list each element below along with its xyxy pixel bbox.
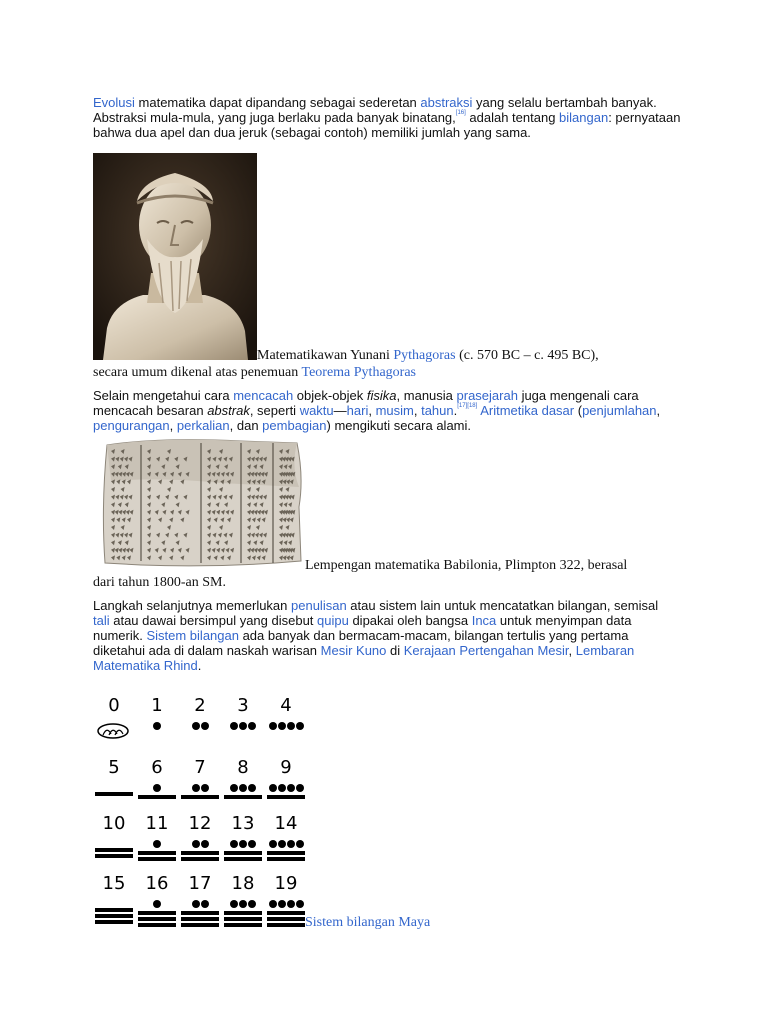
text: . [197,658,202,673]
maya-numeral-0 [93,695,135,747]
maya-numeral-19 [265,873,307,925]
link-mesir-kuno[interactable]: Mesir Kuno [320,643,387,658]
text: , [568,643,576,658]
maya-numeral-17 [179,873,221,925]
maya-dots [222,900,264,908]
maya-bar [267,911,305,915]
maya-bar [95,920,133,924]
maya-dot [296,784,304,792]
maya-numeral-14 [265,813,307,865]
maya-bar [267,923,305,927]
maya-bar [95,914,133,918]
maya-numeral-18 [222,873,264,925]
maya-dots [265,722,307,730]
caption-pythagoras-line2 [93,365,416,381]
text: matematika dapat dipandang sebagai sederetan [134,95,421,110]
link-kerajaan-pertengahan-mesir[interactable]: Kerajaan Pertengahan Mesir [403,643,569,658]
maya-dots [179,784,221,792]
plimpton-322-tablet-image [101,437,304,568]
maya-dot [239,840,247,848]
reference-16[interactable]: [16] [455,110,466,116]
text: ada banyak dan bermacam-macam, bilangan tertulis yang pertama diketahui ada di dalam naskah warisan [93,628,629,658]
pythagoras-bust-image [93,153,257,360]
maya-bar [224,851,262,855]
maya-dot [248,722,256,730]
maya-bar [267,917,305,921]
link-waktu[interactable]: waktu [299,403,334,418]
maya-dot [201,784,209,792]
caption-plimpton-line1: Lempengan matematika Babilonia, Plimpton 322, berasal [305,558,628,573]
maya-dot [239,900,247,908]
maya-dots [222,840,264,848]
maya-dot [201,900,209,908]
maya-dot [153,722,161,730]
maya-numeral-label: 0 [108,695,120,716]
maya-dots [136,722,178,730]
text: , seperti [249,403,300,418]
maya-numeral-label: 1 [151,695,163,716]
maya-bar [95,792,133,796]
maya-dot [269,784,277,792]
text: Langkah selanjutnya memerlukan [93,598,292,613]
maya-numeral-1 [136,695,178,747]
text: atau sistem lain untuk mencatatkan bilangan, semisal [346,598,659,613]
maya-bar [267,795,305,799]
link-pengurangan[interactable]: pengurangan [93,418,170,433]
maya-bar [181,857,219,861]
maya-bar [224,911,262,915]
maya-dot [287,722,295,730]
text: , [169,418,177,433]
maya-dots [179,722,221,730]
text: — [333,403,347,418]
maya-numeral-label: 16 [145,873,169,894]
link-hari[interactable]: hari [346,403,369,418]
maya-bar [138,917,176,921]
link-mencacah[interactable]: mencacah [233,388,294,403]
maya-dot [287,784,295,792]
maya-dot [239,784,247,792]
link-perkalian[interactable]: perkalian [176,418,230,433]
text: , dan [229,418,263,433]
maya-bar [224,923,262,927]
link-inca[interactable]: Inca [471,613,497,628]
maya-dot [192,840,200,848]
text: secara umum dikenal atas penemuan [93,365,302,380]
maya-bar [224,795,262,799]
maya-dots [179,840,221,848]
maya-numeral-5 [93,757,135,809]
text: (c. 570 BC – c. 495 BC), [455,348,599,363]
maya-bar [138,911,176,915]
maya-numeral-label: 5 [108,757,120,778]
maya-dots [136,840,178,848]
paragraph-penulisan [93,598,678,673]
maya-numeral-label: 2 [194,695,206,716]
maya-bar [138,795,176,799]
text: dipakai oleh bangsa [348,613,472,628]
link-musim[interactable]: musim [375,403,414,418]
maya-bar [138,857,176,861]
text: untuk menyimpan data numerik. [93,613,632,643]
text: . [453,403,458,418]
maya-bar [138,851,176,855]
maya-dot [192,900,200,908]
link-sistem-bilangan[interactable]: Sistem bilangan [146,628,239,643]
reference-17-18[interactable]: [17][18] [457,403,478,409]
maya-dot [248,840,256,848]
text: abstrak [207,403,250,418]
text: ) mengikuti secara alami. [326,418,471,433]
paragraph-mencacah [93,388,673,433]
maya-numeral-label: 15 [102,873,126,894]
maya-dot [153,900,161,908]
maya-numeral-label: 14 [274,813,298,834]
maya-numeral-label: 3 [237,695,249,716]
maya-numeral-label: 12 [188,813,212,834]
maya-bar [181,851,219,855]
maya-dot [239,722,247,730]
text: , [368,403,376,418]
text: : pernyataan bahwa dua apel dan dua jeruk (sebagai contoh) memiliki jumlah yang sama. [93,110,681,140]
maya-dot [278,840,286,848]
link-quipu[interactable]: quipu [317,613,349,628]
maya-dot [201,840,209,848]
maya-numeral-label: 8 [237,757,249,778]
maya-numeral-label: 9 [280,757,292,778]
maya-dot [248,784,256,792]
maya-dot [248,900,256,908]
text: Selain mengetahui cara [93,388,234,403]
maya-numeral-3 [222,695,264,747]
maya-dot [287,840,295,848]
shell-zero-icon [97,723,129,739]
maya-numeral-7 [179,757,221,809]
link-evolusi[interactable]: Evolusi [93,95,135,110]
maya-dot [296,722,304,730]
maya-bar [267,857,305,861]
maya-bar [224,857,262,861]
maya-dot [192,784,200,792]
maya-dots [136,900,178,908]
text: , [656,403,661,418]
maya-dots [222,784,264,792]
maya-bar [267,851,305,855]
maya-dot [278,722,286,730]
text: ( [574,403,583,418]
maya-bar [181,795,219,799]
maya-bar [181,917,219,921]
link-tali[interactable]: tali [93,613,110,628]
text: yang selalu bertambah banyak. Abstraksi mula-mula, yang juga berlaku pada banyak binatang, [93,95,657,125]
maya-dot [287,900,295,908]
maya-dots [136,784,178,792]
maya-dot [230,840,238,848]
maya-numeral-4 [265,695,307,747]
maya-dots [265,784,307,792]
maya-dot [278,900,286,908]
maya-numeral-9 [265,757,307,809]
maya-dot [230,900,238,908]
text: adalah tentang [465,110,560,125]
link-sistem-bilangan-maya[interactable]: Sistem bilangan Maya [305,915,431,930]
maya-dot [296,900,304,908]
maya-dots [179,900,221,908]
link-bilangan[interactable]: bilangan [559,110,609,125]
paragraph-evolusi [93,95,683,140]
maya-dot [153,784,161,792]
maya-numeral-label: 4 [280,695,292,716]
maya-numeral-label: 10 [102,813,126,834]
maya-numeral-label: 13 [231,813,255,834]
maya-bar [224,917,262,921]
maya-numeral-label: 7 [194,757,206,778]
maya-bar [138,923,176,927]
maya-bar [95,848,133,852]
maya-numeral-6 [136,757,178,809]
text: atau dawai bersimpul yang disebut [109,613,318,628]
text: Matematikawan Yunani [257,348,394,363]
link-penulisan[interactable]: penulisan [291,598,347,613]
maya-numeral-11 [136,813,178,865]
maya-numeral-label: 17 [188,873,212,894]
text: , [413,403,422,418]
maya-numeral-10 [93,813,135,865]
caption-pythagoras-line1 [257,348,599,364]
maya-dot [296,840,304,848]
link-pembagian[interactable]: pembagian [262,418,327,433]
text: di [386,643,404,658]
maya-bar [95,908,133,912]
maya-dot [230,784,238,792]
maya-numeral-8 [222,757,264,809]
maya-bar [181,923,219,927]
link-lembaran-matematika-rhind[interactable]: Lembaran Matematika Rhind [93,643,635,673]
link-pythagoras[interactable]: Pythagoras [393,348,456,363]
caption-plimpton-line2: dari tahun 1800-an SM. [93,575,226,590]
maya-numeral-15 [93,873,135,925]
text: juga mengenali cara mencacah besaran [93,388,639,418]
maya-dot [269,840,277,848]
maya-numeral-label: 19 [274,873,298,894]
text: fisika [366,388,397,403]
link-prasejarah[interactable]: prasejarah [456,388,518,403]
maya-dots [222,722,264,730]
maya-dots [265,900,307,908]
maya-dot [201,722,209,730]
maya-numeral-label: 18 [231,873,255,894]
maya-dot [192,722,200,730]
maya-dot [153,840,161,848]
maya-numeral-label: 11 [145,813,169,834]
link-tahun[interactable]: tahun [421,403,454,418]
maya-dot [278,784,286,792]
maya-dot [269,722,277,730]
maya-numeral-2 [179,695,221,747]
maya-dots [265,840,307,848]
text: objek-objek [293,388,367,403]
maya-numeral-13 [222,813,264,865]
link-aritmetika-dasar[interactable]: Aritmetika dasar [480,403,575,418]
maya-numerals-chart [93,695,309,935]
link-penjumlahan[interactable]: penjumlahan [582,403,657,418]
maya-numeral-label: 6 [151,757,163,778]
text: , manusia [396,388,457,403]
maya-dot [269,900,277,908]
maya-numeral-12 [179,813,221,865]
maya-bar [181,911,219,915]
maya-numeral-16 [136,873,178,925]
link-teorema-pythagoras[interactable]: Teorema Pythagoras [301,365,416,380]
maya-bar [95,854,133,858]
link-abstraksi[interactable]: abstraksi [420,95,473,110]
maya-dot [230,722,238,730]
